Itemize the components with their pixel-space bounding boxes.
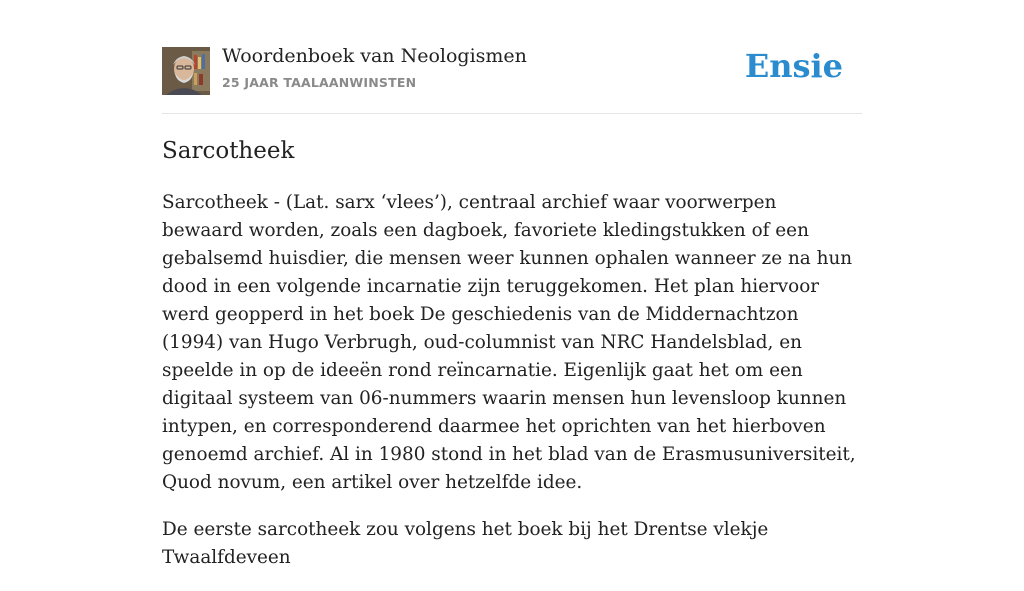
source-title-link[interactable]: Woordenboek van Neologismen — [222, 45, 527, 67]
content-column — [162, 0, 862, 568]
author-avatar[interactable] — [162, 47, 210, 95]
brand-logo-link[interactable]: Ensie — [744, 47, 843, 85]
article-body — [162, 189, 862, 591]
article-title: Sarcotheek — [162, 138, 295, 164]
source-header — [162, 0, 862, 114]
article-paragraph: De eerste sarcotheek zou volgens het boek bij het Drentse vlekje Twaalfdeveen — [162, 519, 769, 568]
article-paragraph: Sarcotheek - (Lat. sarx ‘vlees’), centraal archief waar voorwerpen bewaard worden, zoals een dagboek, favoriete kledingstukken of een gebalsemd huisdier, die mensen weer kunnen ophalen wanneer ze na hun dood in een volgende incarnatie zijn teruggekomen. Het plan hiervoor werd geopperd in het boek De geschiedenis van de Middernachtzon (1994) van Hugo Verbrugh, oud-columnist van NRC Handelsblad, en speelde in op de ideeën rond reïncarnatie. Eigenlijk gaat het om een digitaal systeem van 06-nummers waarin mensen hun levensloop kunnen intypen, en corresponderend daarmee het oprichten van het hierboven genoemd archief. Al in 1980 stond in het blad van de Erasmusuniversiteit, Quod novum, een artikel over hetzelfde idee. — [162, 192, 856, 493]
author-portrait-icon — [162, 47, 210, 95]
source-subtitle: 25 JAAR TAALAANWINSTEN — [222, 75, 417, 90]
